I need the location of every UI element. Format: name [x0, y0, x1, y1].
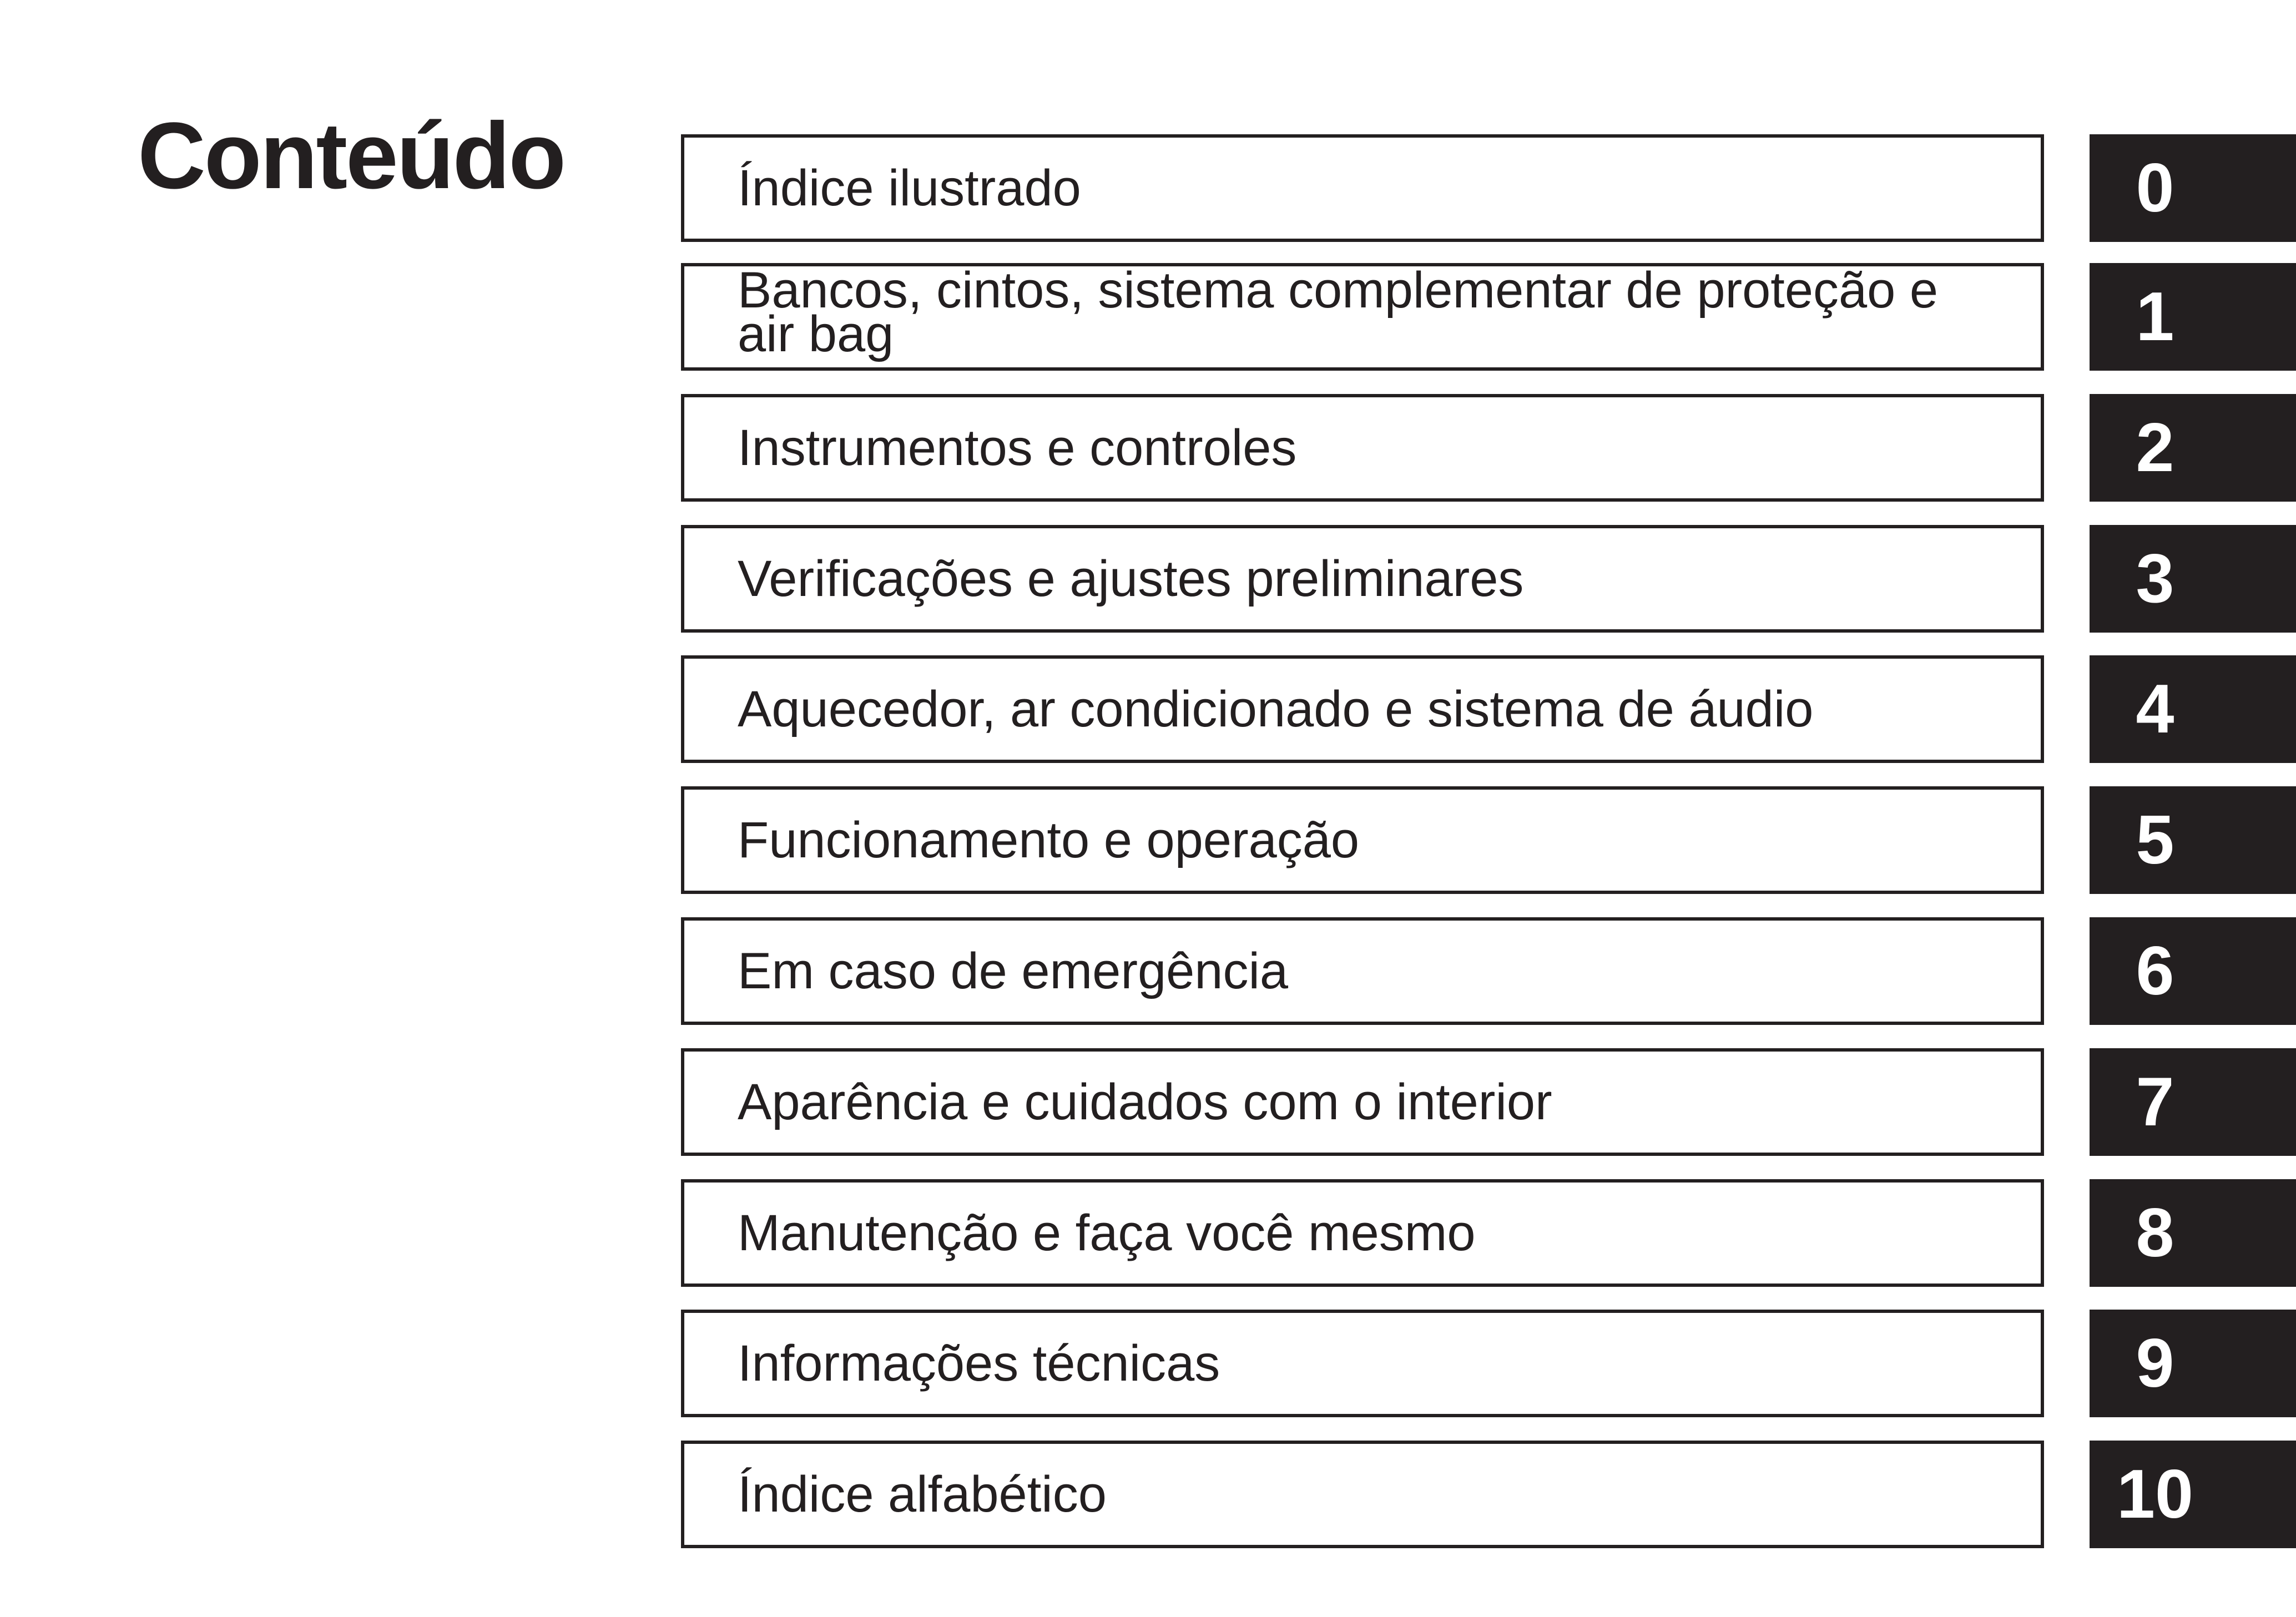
chapter-number: 4: [2136, 671, 2174, 747]
chapter-tab[interactable]: [2090, 394, 2296, 502]
toc-entry-box[interactable]: [681, 655, 2044, 763]
toc-entry-chapter-6[interactable]: [0, 917, 2296, 1025]
toc-entry-label: Bancos, cintos, sistema complementar de proteção e air bag: [738, 262, 1939, 363]
toc-entry-label: Informações técnicas: [738, 1335, 1220, 1392]
chapter-number: 10: [2117, 1456, 2193, 1533]
toc-entry-label: Índice alfabético: [738, 1466, 1107, 1523]
toc-entry-box[interactable]: [681, 786, 2044, 894]
toc-entry-box[interactable]: [681, 134, 2044, 242]
toc-entry-box[interactable]: [681, 394, 2044, 502]
toc-entry-box[interactable]: [681, 525, 2044, 633]
toc-entry-box[interactable]: [681, 1441, 2044, 1548]
chapter-tab[interactable]: [2090, 1310, 2296, 1417]
chapter-number: 0: [2136, 150, 2174, 226]
chapter-number: 9: [2136, 1325, 2174, 1402]
chapter-tab[interactable]: [2090, 1048, 2296, 1156]
toc-entry-chapter-5[interactable]: [0, 786, 2296, 894]
chapter-number: 1: [2136, 279, 2174, 355]
page-title: Conteúdo: [138, 103, 565, 209]
toc-entry-chapter-9[interactable]: [0, 1310, 2296, 1417]
chapter-tab[interactable]: [2090, 786, 2296, 894]
toc-entry-chapter-7[interactable]: [0, 1048, 2296, 1156]
toc-entry-box[interactable]: [681, 1048, 2044, 1156]
chapter-tab[interactable]: [2090, 134, 2296, 242]
toc-entry-label: Aparência e cuidados com o interior: [738, 1074, 1552, 1130]
chapter-tab[interactable]: [2090, 263, 2296, 371]
toc-entry-chapter-8[interactable]: [0, 1179, 2296, 1287]
toc-entry-box[interactable]: [681, 1179, 2044, 1287]
chapter-number: 3: [2136, 540, 2174, 617]
chapter-number: 2: [2136, 410, 2174, 486]
toc-entry-label: Instrumentos e controles: [738, 420, 1297, 476]
chapter-tab[interactable]: [2090, 917, 2296, 1025]
chapter-tab[interactable]: [2090, 525, 2296, 633]
toc-entry-label: Manutenção e faça você mesmo: [738, 1205, 1476, 1261]
toc-entry-label: Funcionamento e operação: [738, 812, 1360, 868]
toc-entry-label: Índice ilustrado: [738, 160, 1081, 216]
toc-entry-chapter-10[interactable]: [0, 1441, 2296, 1548]
chapter-tab[interactable]: [2090, 655, 2296, 763]
toc-entry-chapter-2[interactable]: [0, 394, 2296, 502]
toc-entry-chapter-0[interactable]: [0, 134, 2296, 242]
toc-entry-chapter-3[interactable]: [0, 525, 2296, 633]
chapter-tab[interactable]: [2090, 1179, 2296, 1287]
chapter-number: 7: [2136, 1064, 2174, 1140]
toc-entry-box[interactable]: [681, 263, 2044, 371]
toc-entry-label: Verificações e ajustes preliminares: [738, 550, 1524, 607]
toc-entry-box[interactable]: [681, 1310, 2044, 1417]
toc-entry-label: Aquecedor, ar condicionado e sistema de áudio: [738, 681, 1814, 737]
chapter-number: 6: [2136, 933, 2174, 1009]
toc-entry-label: Em caso de emergência: [738, 943, 1289, 999]
toc-entry-box[interactable]: [681, 917, 2044, 1025]
toc-entry-chapter-4[interactable]: [0, 655, 2296, 763]
chapter-number: 8: [2136, 1195, 2174, 1271]
toc-entry-chapter-1[interactable]: [0, 263, 2296, 371]
chapter-number: 5: [2136, 802, 2174, 878]
chapter-tab[interactable]: [2090, 1441, 2296, 1548]
